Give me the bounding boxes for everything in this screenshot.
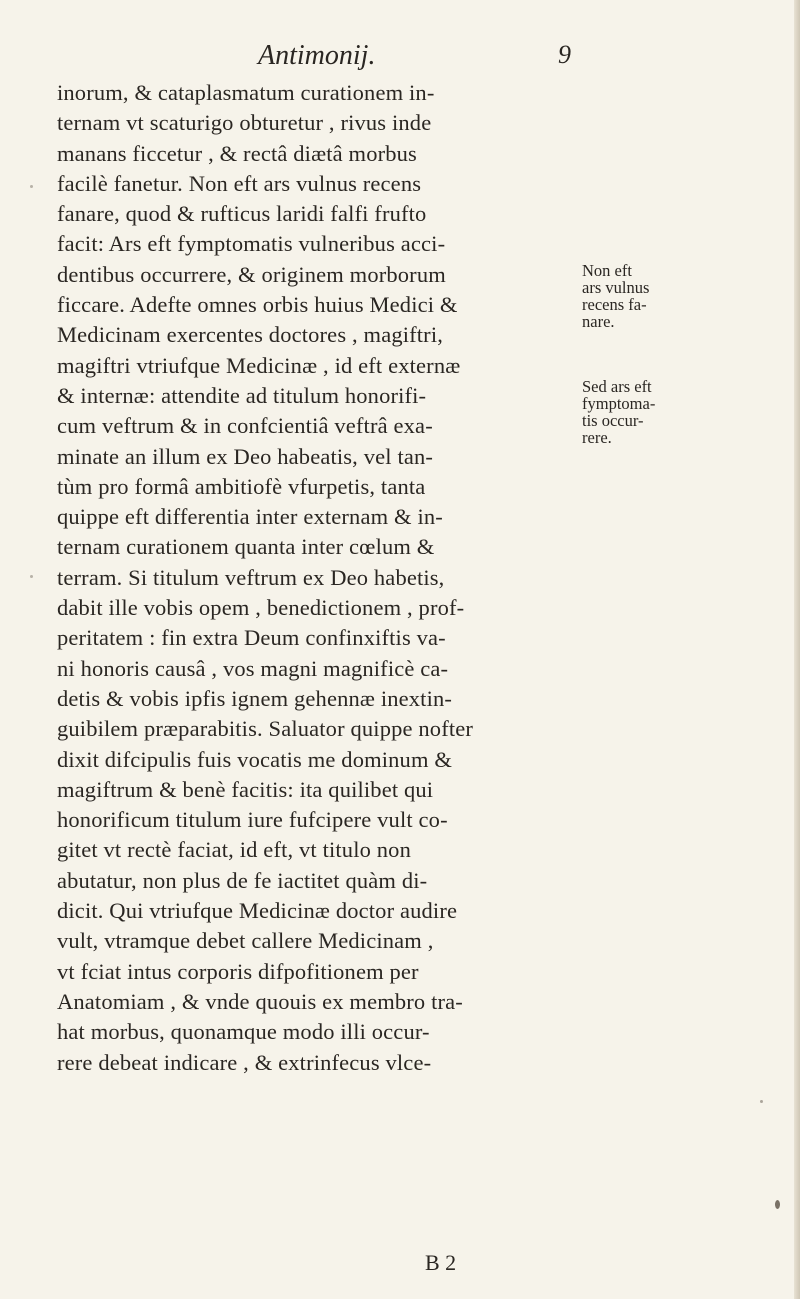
text-line: facilè fanetur. Non eft ars vulnus recens [57,170,422,196]
page-header [0,40,800,80]
text-line: vt fciat intus corporis difpofitionem per [57,958,419,984]
text-line: Anatomiam , & vnde quouis ex membro tra- [57,988,463,1014]
text-line: ternam curationem quanta inter cœlum & [57,534,435,560]
signature-mark: B 2 [425,1250,457,1275]
text-line: honorificum titulum iure fufcipere vult co- [57,807,448,833]
margin-note-line: Non eft [582,261,632,280]
text-line: ternam vt scaturigo obturetur , rivus inde [57,110,432,136]
margin-note-line: ars vulnus [582,278,650,297]
text-line: magiftrum & benè facitis: ita quilibet qui [57,776,434,802]
text-line: ficcare. Adefte omnes orbis huius Medici & [57,292,458,318]
margin-note-line: Sed ars eft [582,377,652,396]
page-number: 9 [558,40,571,69]
margin-note-line: recens fa- [582,295,647,314]
text-line: hat morbus, quonamque modo illi occur- [57,1019,430,1045]
paper-speck [30,575,33,578]
text-line: tùm pro formâ ambitiofè vfurpetis, tanta [57,473,426,499]
text-line: facit: Ars eft fymptomatis vulneribus acci- [57,231,446,257]
margin-note-line: tis occur- [582,411,644,430]
text-line: guibilem præparabitis. Saluator quippe nofter [57,716,474,742]
text-line: vult, vtramque debet callere Medicinam , [57,928,434,954]
text-line: magiftri vtriufque Medicinæ , id eft externæ [57,352,461,378]
text-line: rere debeat indicare , & extrinfecus vlce- [57,1049,432,1075]
text-line: dicit. Qui vtriufque Medicinæ doctor audire [57,898,458,924]
body-text [57,78,577,1078]
page-edge [794,0,800,1299]
margin-note-line: fymptoma- [582,394,656,413]
text-line: fanare, quod & rufticus laridi falfi frufto [57,201,427,227]
text-line: abutatur, non plus de fe iactitet quàm di- [57,867,428,893]
margin-note [582,262,702,330]
text-line: & internæ: attendite ad titulum honorifi- [57,382,427,408]
text-line: ni honoris causâ , vos magni magnificè ca- [57,655,449,681]
margin-note-line: nare. [582,312,615,331]
text-line: detis & vobis ipfis ignem gehennæ inextin- [57,685,453,711]
text-line: manans ficcetur , & rectâ diætâ morbus [57,140,417,166]
text-line: dentibus occurrere, & originem morborum [57,261,446,287]
text-line: dixit difcipulis fuis vocatis me dominum & [57,746,453,772]
text-line: peritatem : fin extra Deum confinxiftis va- [57,625,446,651]
text-line: terram. Si titulum veftrum ex Deo habetis, [57,564,445,590]
paper-speck [775,1200,780,1209]
text-line: quippe eft differentia inter externam & in- [57,504,443,530]
text-line: minate an illum ex Deo habeatis, vel tan- [57,443,434,469]
text-line: dabit ille vobis opem , benedictionem , prof- [57,595,465,621]
paper-speck [760,1100,763,1103]
text-line: Medicinam exercentes doctores , magiftri, [57,322,444,348]
text-line: inorum, & cataplasmatum curationem in- [57,80,435,105]
margin-note-line: rere. [582,428,612,447]
paper-speck [30,185,33,188]
text-line: cum veftrum & in confcientiâ veftrâ exa- [57,413,433,439]
text-line: gitet vt rectè faciat, id eft, vt titulo non [57,837,411,863]
margin-note [582,378,702,446]
running-head: Antimonij. [258,40,376,71]
